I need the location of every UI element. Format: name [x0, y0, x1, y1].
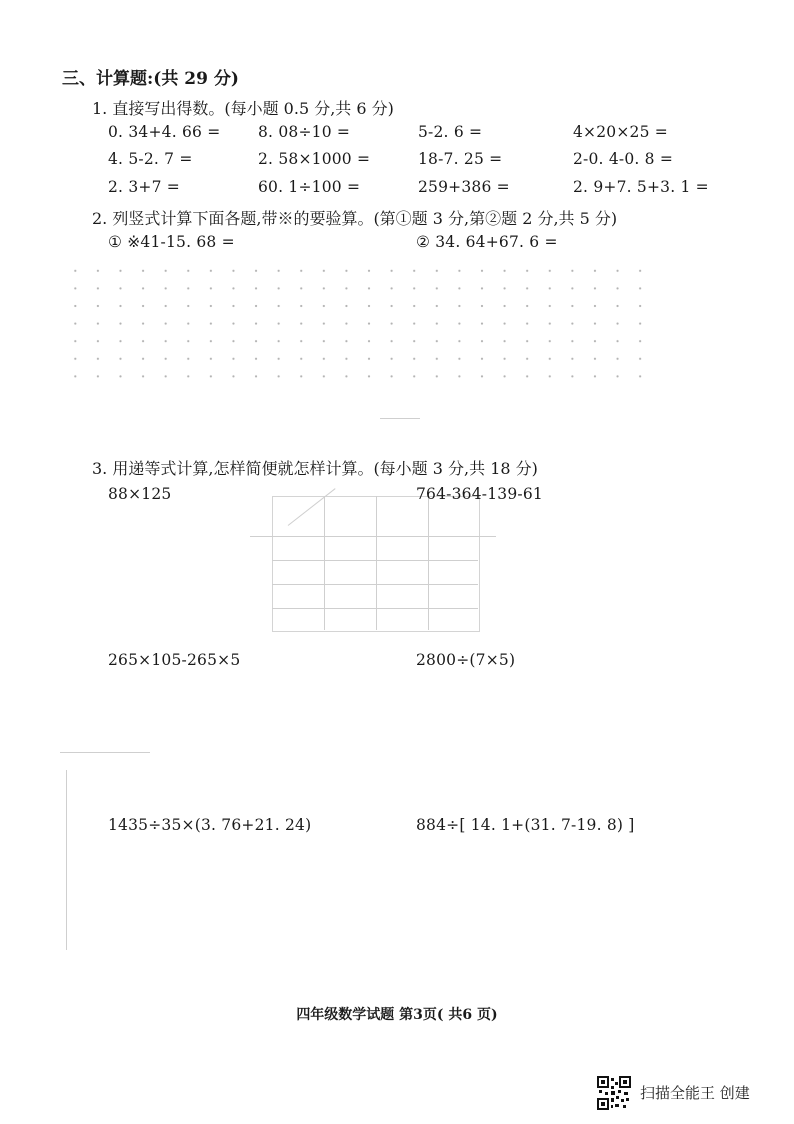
- q2-item-2: ② 34. 64+67. 6 =: [416, 233, 558, 251]
- q1-expression: 2. 3+7 =: [108, 178, 180, 196]
- q3-item-4: 2800÷(7×5): [416, 651, 516, 669]
- q3-item-2: 764-364-139-61: [416, 485, 543, 503]
- bleed-through-mark: [250, 536, 496, 537]
- q3-item-1: 88×125: [108, 485, 172, 503]
- q1-expression: 0. 34+4. 66 =: [108, 123, 221, 141]
- bleed-through-mark: [272, 608, 478, 609]
- q1-expression: 5-2. 6 =: [418, 123, 483, 141]
- q1-expression: 259+386 =: [418, 178, 510, 196]
- bleed-through-mark: [380, 418, 420, 419]
- bleed-through-mark: [324, 496, 325, 630]
- q3-item-6: 884÷[ 14. 1+(31. 7-19. 8) ]: [416, 816, 635, 834]
- q1-expression: 4. 5-2. 7 =: [108, 150, 193, 168]
- q1-expression: 4×20×25 =: [573, 123, 668, 141]
- bleed-through-mark: [272, 584, 478, 585]
- section-title: 三、计算题:(共 29 分): [62, 69, 239, 89]
- scanner-watermark: 扫描全能王 创建: [640, 1084, 750, 1102]
- bleed-through-mark: [428, 496, 429, 630]
- dot-grid-work-area: [64, 262, 650, 386]
- q1-expression: 8. 08÷10 =: [258, 123, 351, 141]
- qr-code-icon: [597, 1076, 631, 1110]
- question-1-title: 1. 直接写出得数。(每小题 0.5 分,共 6 分): [92, 99, 394, 118]
- bleed-through-mark: [272, 560, 478, 561]
- q2-item-1: ① ※41-15. 68 =: [108, 233, 235, 251]
- bleed-through-mark: [60, 752, 150, 753]
- q1-expression: 18-7. 25 =: [418, 150, 503, 168]
- q1-expression: 2. 9+7. 5+3. 1 =: [573, 178, 709, 196]
- bleed-through-mark: [376, 496, 377, 630]
- question-3-title: 3. 用递等式计算,怎样简便就怎样计算。(每小题 3 分,共 18 分): [92, 459, 538, 478]
- q1-expression: 60. 1÷100 =: [258, 178, 361, 196]
- q1-expression: 2. 58×1000 =: [258, 150, 371, 168]
- q3-item-3: 265×105-265×5: [108, 651, 241, 669]
- question-2-title: 2. 列竖式计算下面各题,带※的要验算。(第①题 3 分,第②题 2 分,共 5 分): [92, 209, 618, 228]
- q3-item-5: 1435÷35×(3. 76+21. 24): [108, 816, 312, 834]
- q1-expression: 2-0. 4-0. 8 =: [573, 150, 674, 168]
- page-footer: 四年级数学试题 第3页( 共6 页): [296, 1007, 498, 1023]
- bleed-through-mark: [66, 770, 67, 950]
